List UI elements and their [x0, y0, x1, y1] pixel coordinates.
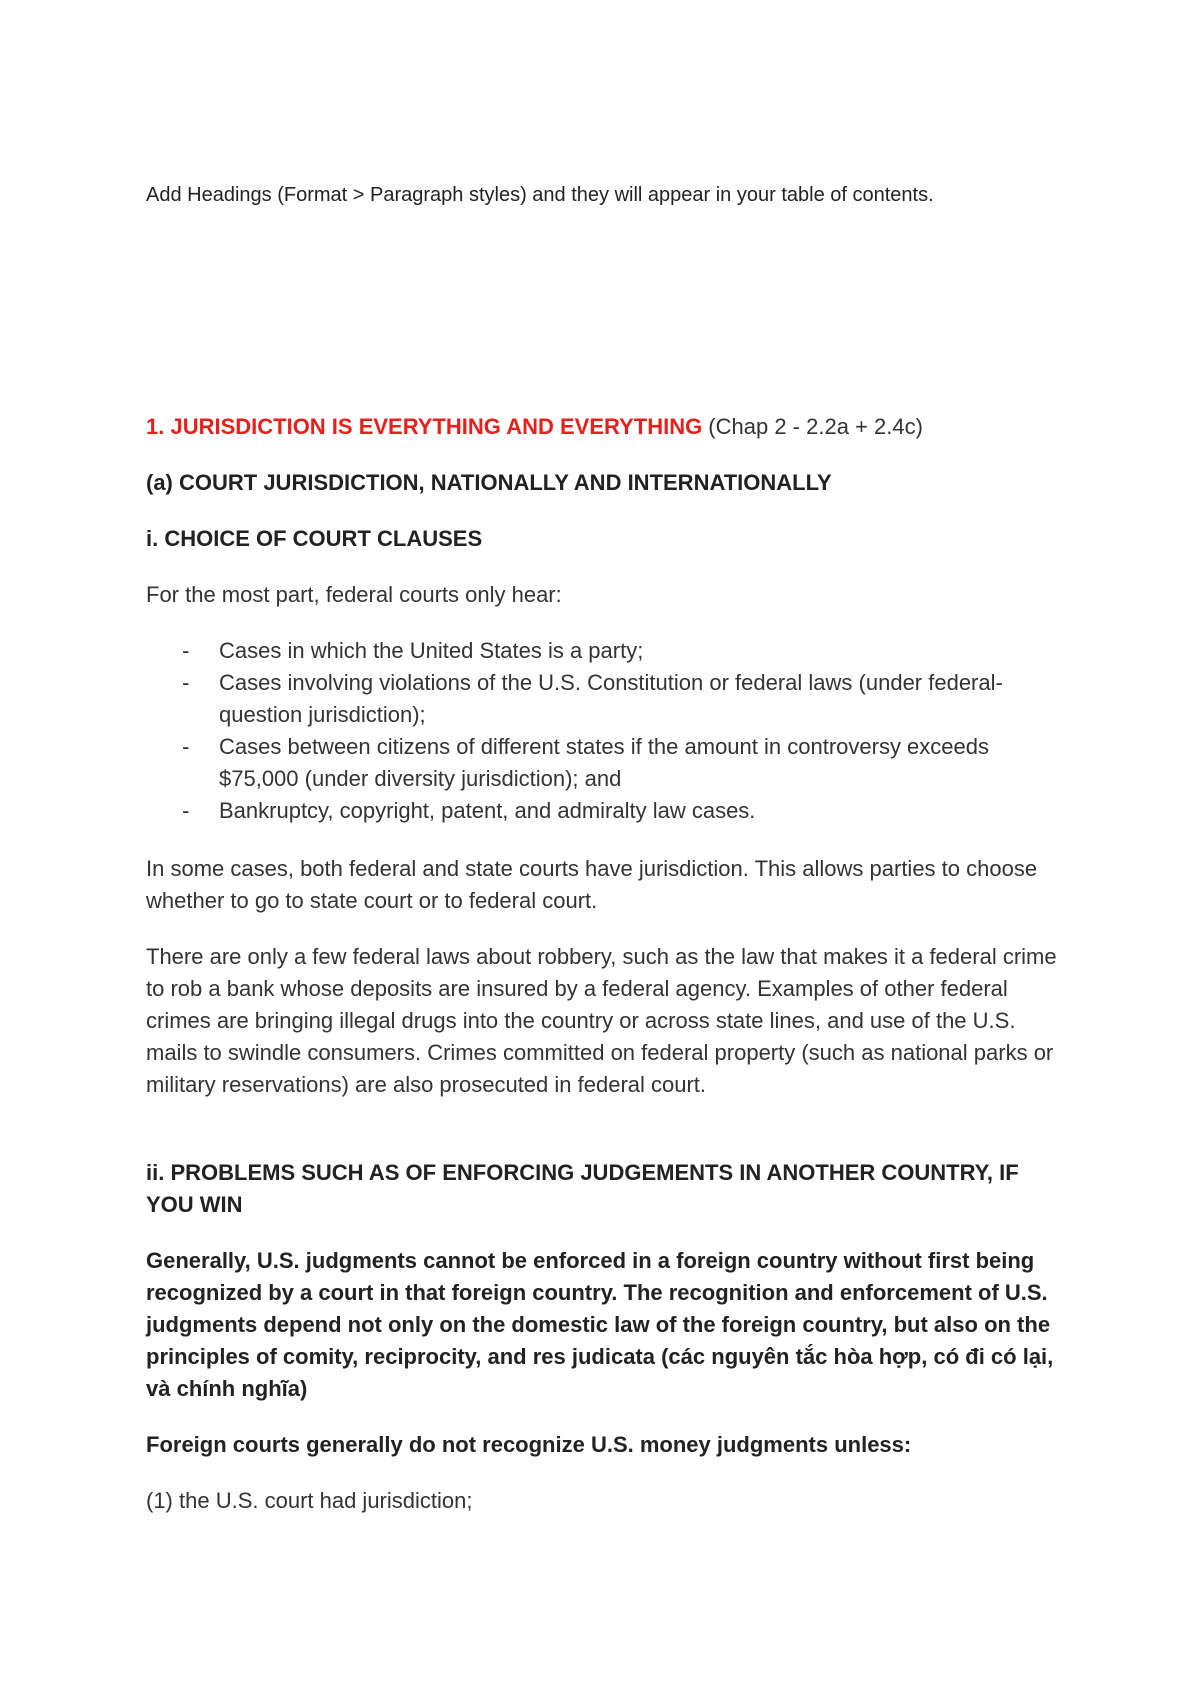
subheading-choice-of-court: i. CHOICE OF COURT CLAUSES	[146, 526, 483, 551]
section-heading-reference: (Chap 2 - 2.2a + 2.4c)	[702, 414, 923, 439]
subheading-court-jurisdiction: (a) COURT JURISDICTION, NATIONALLY AND INTERNATIONALLY	[146, 470, 832, 495]
federal-court-cases-list	[146, 635, 1066, 827]
list-item	[146, 635, 1066, 667]
paragraph-concurrent-jurisdiction: In some cases, both federal and state courts have jurisdiction. This allows parties to choose whether to go to state court or to federal court.	[146, 856, 1038, 913]
list-item	[146, 667, 1066, 731]
paragraph-recognition-of-judgments: Generally, U.S. judgments cannot be enforced in a foreign country without first being recognized by a court in that foreign country. The recognition and enforcement of U.S. judgments depend not only on the domestic law of the foreign country, but also on the principles of comity, reciprocity, and res judicata (các nguyên tắc hòa hợp, có đi có lại, và chính nghĩa)	[146, 1248, 1054, 1401]
subheading-enforcing-judgements: ii. PROBLEMS SUCH AS OF ENFORCING JUDGEMENTS IN ANOTHER COUNTRY, IF YOU WIN	[146, 1160, 1019, 1217]
section-heading-1	[146, 411, 923, 443]
list-item-text: Cases involving violations of the U.S. Constitution or federal laws (under federal-question jurisdiction);	[219, 670, 1003, 727]
numbered-item-1: (1) the U.S. court had jurisdiction;	[146, 1488, 473, 1513]
paragraph-federal-crimes: There are only a few federal laws about robbery, such as the law that makes it a federal crime to rob a bank whose deposits are insured by a federal agency. Examples of other federal crimes are bringing illegal drugs into the country or across state lines, and use of the U.S. mails to swindle consumers. Crimes committed on federal property (such as national parks or military reservations) are also prosecuted in federal court.	[146, 944, 1057, 1097]
bullet-dash: -	[182, 670, 190, 695]
list-item-text: Cases between citizens of different states if the amount in controversy exceeds $75,000 (under diversity jurisdiction); and	[219, 734, 989, 791]
list-item	[146, 731, 1066, 795]
list-item	[146, 795, 1066, 827]
toc-hint-text: Add Headings (Format > Paragraph styles) and they will appear in your table of contents.	[146, 184, 934, 206]
list-item-text: Cases in which the United States is a party;	[219, 638, 644, 663]
bullet-dash: -	[182, 798, 190, 823]
paragraph-money-judgments: Foreign courts generally do not recognize U.S. money judgments unless:	[146, 1432, 912, 1457]
bullet-dash: -	[182, 734, 190, 759]
list-item-text: Bankruptcy, copyright, patent, and admiralty law cases.	[219, 798, 756, 823]
section-heading-title: 1. JURISDICTION IS EVERYTHING AND EVERYTHING	[146, 414, 703, 439]
intro-text: For the most part, federal courts only hear:	[146, 582, 562, 607]
bullet-dash: -	[182, 638, 190, 663]
